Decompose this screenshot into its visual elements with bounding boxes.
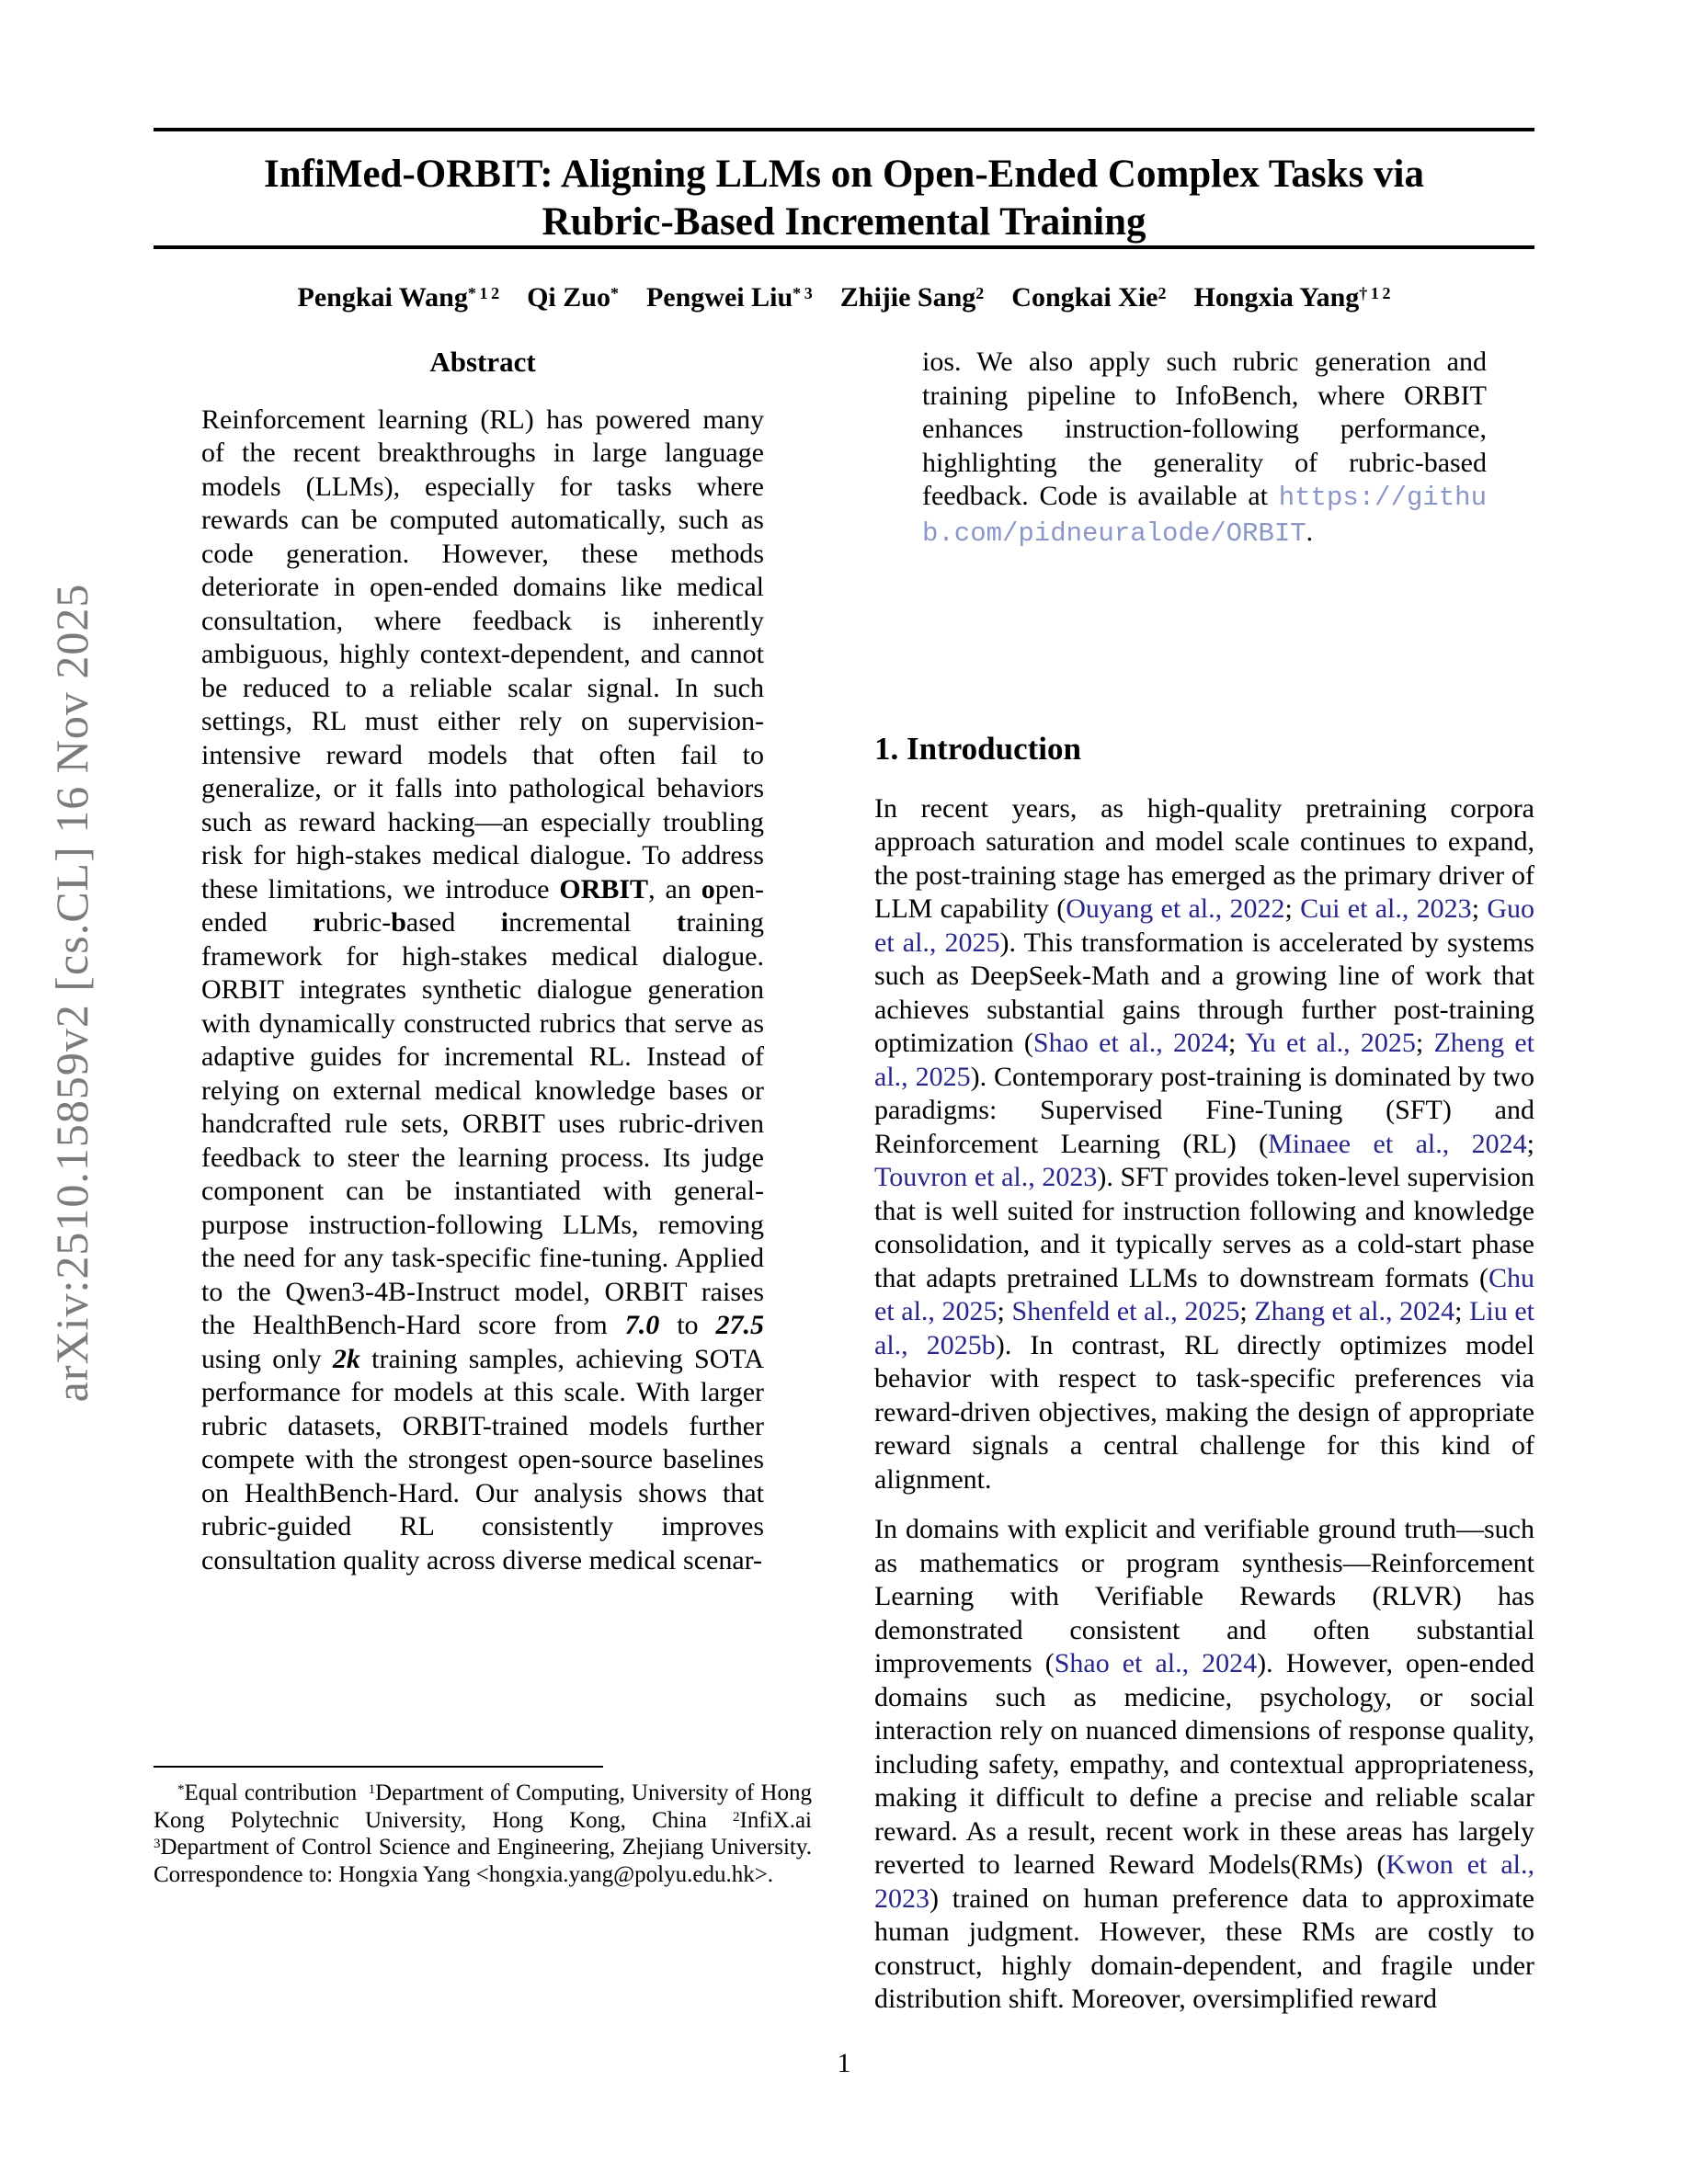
text-segment: , an — [648, 873, 701, 904]
paper-title-line2: Rubric-Based Incremental Training — [542, 200, 1146, 244]
text-segment: ubric- — [325, 907, 392, 938]
text-segment: Hongxia Yang — [1193, 282, 1360, 313]
intro-paragraph-1 — [874, 792, 1534, 1497]
text-segment: ; — [997, 1296, 1012, 1326]
text-segment: ; — [1284, 893, 1301, 924]
text-segment: training samples, achieving SOTA performance for models at this scale. With larger rubric datasets, ORBIT-trained models further compete with the strongest open-source baselines on HealthBench-Hard. Our analysis shows that rubric-guided RL consistently improves consultation quality across diverse medical scenar- — [201, 1343, 764, 1575]
citation-link[interactable]: Liu et al., 2025b — [874, 1296, 1535, 1360]
text-segment: Pengkai Wang — [297, 282, 468, 313]
abstract-continuation — [922, 346, 1487, 551]
text-segment: 27.5 — [715, 1310, 764, 1340]
citation-link[interactable]: Zhang et al., 2024 — [1254, 1296, 1455, 1326]
text-segment: r — [313, 907, 325, 938]
title-rule-bottom — [154, 245, 1534, 249]
author-footnote — [154, 1780, 812, 1888]
text-segment: ). In contrast, RL directly optimizes model behavior with respect to task-specific preferences via reward-driven objectives, making the design of appropriate reward signals a central challenge for this kind of alignment. — [874, 1329, 1534, 1495]
text-segment: 2k — [332, 1343, 360, 1374]
text-segment: Congkai Xie — [1011, 282, 1158, 313]
text-segment — [1166, 282, 1193, 313]
citation-link[interactable]: Shao et al., 2024 — [1054, 1648, 1258, 1678]
text-segment: Department of Computing, University of Hong Kong Polytechnic University, Hong Kong, China — [154, 1780, 812, 1833]
text-segment: 1 — [368, 1782, 376, 1798]
footnote-rule — [154, 1766, 603, 1768]
text-segment: to — [659, 1310, 716, 1340]
text-segment: ased — [405, 907, 501, 938]
text-segment: o — [701, 873, 715, 904]
text-segment: ). This transformation is accelerated by systems such as DeepSeek-Math and a growing line of work that achieves substantial gains through further post-training optimization ( — [874, 927, 1534, 1058]
text-segment: * 3 — [793, 283, 813, 302]
text-segment: Zhijie Sang — [839, 282, 976, 313]
text-segment: * — [177, 1782, 185, 1798]
citation-link[interactable]: Shenfeld et al., 2025 — [1011, 1296, 1240, 1326]
text-segment: In recent years, as high-quality pretraining corpora approach saturation and model scale continues to expand, the post-training stage has emerged as the primary driver of LLM capability ( — [874, 792, 1534, 924]
citation-link[interactable]: Cui et al., 2023 — [1300, 893, 1472, 924]
text-segment: In domains with explicit and verifiable ground truth—such as mathematics or program synthesis—Reinforcement Learning with Verifiable Rewards (RLVR) has demonstrated consistent and often substantial improvements ( — [874, 1514, 1534, 1678]
text-segment: ; — [1471, 893, 1488, 924]
intro-paragraph-2 — [874, 1513, 1534, 2017]
text-segment — [813, 282, 840, 313]
text-segment: ; — [1454, 1296, 1470, 1326]
citation-link[interactable]: Touvron et al., 2023 — [874, 1162, 1098, 1192]
author-line — [154, 282, 1534, 313]
code-url-link[interactable]: https://github.com/pidneuralode/ORBIT — [922, 483, 1487, 549]
text-segment: ncremental — [508, 907, 677, 938]
citation-link[interactable]: Minaee et al., 2024 — [1268, 1128, 1527, 1159]
text-segment: ). SFT provides token-level supervision that is well suited for instruction following and knowledge consolidation, and it typically serves as a cold-start phase that adapts pretrained LLMs to downstream formats ( — [874, 1162, 1534, 1293]
abstract-heading: Abstract — [429, 346, 536, 378]
text-segment: Reinforcement learning (RL) has powered many of the recent breakthroughs in large language models (LLMs), especially for tasks where rewards can be computed automatically, such as code generation. However, these methods deteriorate in open-ended domains like medical consultation, where feedback is inherently ambiguous, highly context-dependent, and cannot be reduced to a reliable scalar signal. In such settings, RL must either rely on supervision-intensive reward models that often fail to generalize, or it falls into pathological behaviors such as reward hacking—an especially troubling risk for high-stakes medical dialogue. To address these limitations, we introduce — [201, 404, 764, 904]
citation-link[interactable]: Guo et al., 2025 — [874, 893, 1535, 958]
text-segment: ; — [1415, 1028, 1434, 1058]
text-segment: . — [1306, 516, 1314, 547]
text-segment: ios. We also apply such rubric generation and training pipeline to InfoBench, where ORBIT enhances instruction-following performance, highlighting the generality of rubric-based feedback. Code is available at — [922, 347, 1487, 511]
text-segment — [619, 282, 646, 313]
text-segment: using only — [201, 1343, 333, 1374]
citation-link[interactable]: Chu et al., 2025 — [874, 1262, 1534, 1326]
page-number: 1 — [837, 2048, 851, 2078]
text-segment: InfiX.ai — [739, 1807, 812, 1833]
text-segment — [499, 282, 527, 313]
text-segment: ; — [1239, 1296, 1255, 1326]
text-segment: 7.0 — [624, 1310, 660, 1340]
text-segment: * — [610, 283, 619, 302]
text-segment: pen-ended — [201, 873, 764, 938]
text-segment: 2 — [1158, 283, 1167, 302]
text-segment: Qi Zuo — [527, 282, 610, 313]
text-segment: † 1 2 — [1359, 283, 1391, 302]
citation-link[interactable]: Zheng et al., 2025 — [874, 1028, 1534, 1092]
arxiv-watermark: arXiv:2510.15859v2 [cs.CL] 16 Nov 2025 — [46, 583, 97, 1403]
text-segment: Equal contribution — [184, 1780, 369, 1805]
citation-link[interactable]: Yu et al., 2025 — [1245, 1028, 1416, 1058]
text-segment: i — [500, 907, 509, 938]
text-segment: ). Contemporary post-training is dominated by two paradigms: Supervised Fine-Tuning (SFT) and Reinforcement Learning (RL) ( — [874, 1061, 1534, 1159]
text-segment: ; — [1526, 1128, 1534, 1159]
text-segment: 2 — [733, 1809, 740, 1825]
text-segment: ; — [1227, 1028, 1246, 1058]
text-segment: Department of Control Science and Engineering, Zhejiang University. Correspondence to: Hongxia Yang <hongxia.yang@polyu.edu.hk>. — [154, 1835, 812, 1887]
citation-link[interactable]: Ouyang et al., 2022 — [1066, 893, 1285, 924]
text-segment: ORBIT — [559, 873, 649, 904]
paper-title-line1: InfiMed-ORBIT: Aligning LLMs on Open-Ended Complex Tasks via — [263, 153, 1425, 196]
text-segment: b — [391, 907, 406, 938]
right-column — [874, 346, 1534, 2033]
text-segment: ) trained on human preference data to approximate human judgment. However, these RMs are costly to construct, highly domain-dependent, and fragile under distribution shift. Moreover, oversimplified reward — [874, 1883, 1534, 2014]
section-heading-introduction: 1. Introduction — [874, 731, 1081, 767]
abstract-paragraph — [201, 404, 764, 1578]
text-segment: ). However, open-ended domains such as medicine, psychology, or social interaction rely on nuanced dimensions of response quality, including safety, empathy, and contextual appropriateness, making it difficult to define a precise and reliable scalar reward. As a result, recent work in these areas has largely reverted to learned Reward Models(RMs) ( — [874, 1648, 1534, 1880]
text-segment: Pengwei Liu — [645, 282, 793, 313]
text-segment: t — [677, 907, 686, 938]
text-segment — [984, 282, 1011, 313]
paper-title — [154, 151, 1534, 246]
citation-link[interactable]: Shao et al., 2024 — [1032, 1028, 1228, 1058]
text-segment: 2 — [975, 283, 985, 302]
left-column — [154, 346, 812, 1577]
text-segment: 3 — [154, 1837, 161, 1852]
citation-link[interactable]: Kwon et al., 2023 — [874, 1849, 1534, 1914]
text-segment: raining framework for high-stakes medical dialogue. ORBIT integrates synthetic dialogue generation with dynamically constructed rubrics that serve as adaptive guides for incremental RL. Instead of relying on external medical knowledge bases or handcrafted rule sets, ORBIT uses rubric-driven feedback to steer the learning process. Its judge component can be instantiated with general-purpose instruction-following LLMs, removing the need for any task-specific fine-tuning. Applied to the Qwen3-4B-Instruct model, ORBIT raises the HealthBench-Hard score from — [201, 907, 764, 1340]
title-rule-top — [154, 128, 1534, 131]
text-segment: * 1 2 — [467, 283, 500, 302]
